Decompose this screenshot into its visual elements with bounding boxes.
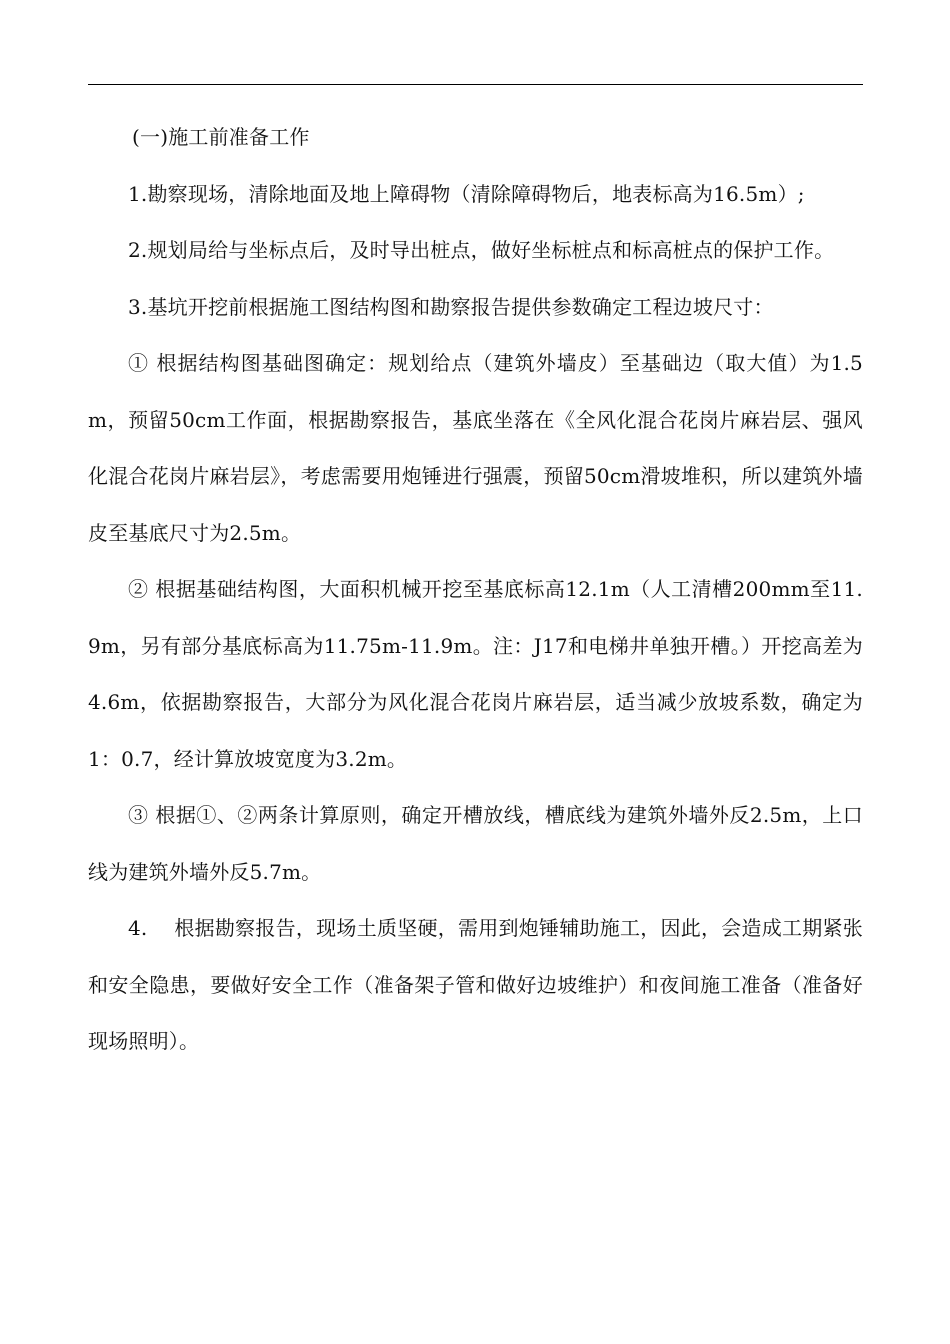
section-heading: (一)施工前准备工作 [132, 125, 310, 149]
paragraph-4: 4. 根据勘察报告，现场土质坚硬，需用到炮锤辅助施工，因此，会造成工期紧张和安全隐患，要做好安全工作（准备架子管和做好边坡维护）和夜间施工准备（准备好现场照明）。 [88, 916, 863, 1053]
paragraph-3: 3.基坑开挖前根据施工图结构图和勘察报告提供参数确定工程边坡尺寸： [128, 294, 774, 319]
paragraph-1: 1.勘察现场，清除地面及地上障碍物（清除障碍物后，地表标高为16.5m）; [128, 181, 805, 206]
paragraph-3-item-1: ① 根据结构图基础图确定：规划给点（建筑外墙皮）至基础边（取大值）为1.5m，预留50cm工作面，根据勘察报告，基底坐落在《全风化混合花岗片麻岩层、强风化混合花岗片麻岩层》，考虑需要用炮锤进行强震，预留50cm滑坡堆积，所以建筑外墙皮至基底尺寸为2.5m。 [88, 351, 863, 545]
header-rule [88, 84, 863, 85]
paragraph-2: 2.规划局给与坐标点后，及时导出桩点，做好坐标桩点和标高桩点的保护工作。 [128, 238, 835, 262]
paragraph-3-item-2: ② 根据基础结构图，大面积机械开挖至基底标高12.1m（人工清槽200mm至11.9m，另有部分基底标高为11.75m-11.9m。注：J17和电梯井单独开槽。）开挖高差为4.6m，依据勘察报告，大部分为风化混合花岗片麻岩层，适当减少放坡系数，确定为1：0.7，经计算放坡宽度为3.2m。 [88, 577, 863, 771]
document-body [88, 109, 863, 1070]
paragraph-3-item-3: ③ 根据①、②两条计算原则，确定开槽放线，槽底线为建筑外墙外反2.5m，上口线为建筑外墙外反5.7m。 [88, 803, 863, 884]
